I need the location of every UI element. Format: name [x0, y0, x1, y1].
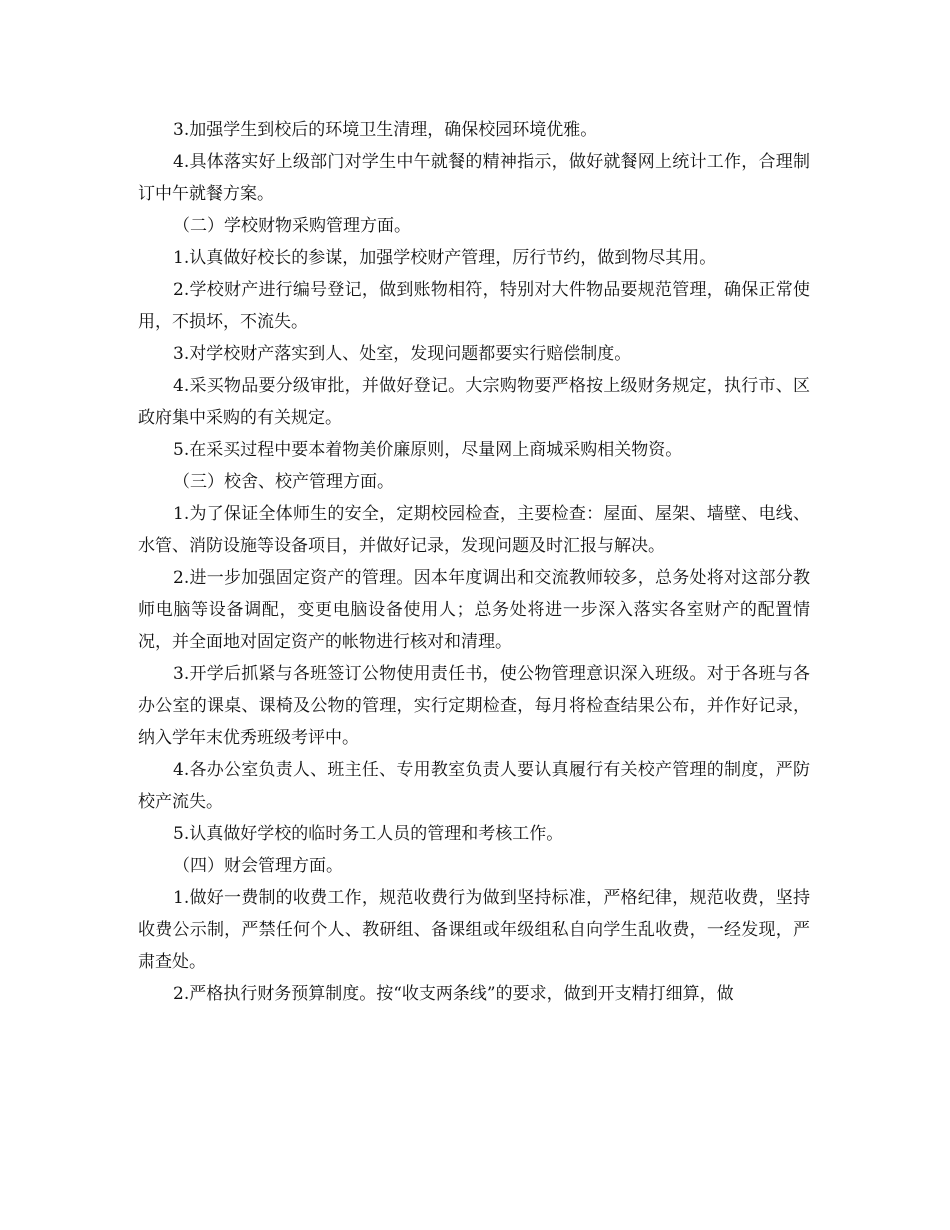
paragraph-procurement-2: 2.学校财产进行编号登记，做到账物相符，特别对大件物品要规范管理，确保正常使用，不损坏，不流失。	[138, 280, 810, 332]
paragraph-finance-2: 2.严格执行财务预算制度。按“收支两条线”的要求，做到开支精打细算，做	[173, 984, 734, 1004]
section-heading-property: （三）校舍、校产管理方面。	[173, 472, 394, 492]
paragraph-property-4: 4.各办公室负责人、班主任、专用教室负责人要认真履行有关校产管理的制度，严防校产流失。	[138, 760, 810, 812]
document-body	[138, 114, 810, 1010]
paragraph-procurement-5: 5.在采买过程中要本着物美价廉原则，尽量网上商城采购相关物资。	[173, 440, 683, 460]
paragraph-property-2: 2.进一步加强固定资产的管理。因本年度调出和交流教师较多，总务处将对这部分教师电脑等设备调配，变更电脑设备使用人；总务处将进一步深入落实各室财产的配置情况，并全面地对固定资产的帐物进行核对和清理。	[138, 568, 810, 652]
paragraph-procurement-3: 3.对学校财产落实到人、处室，发现问题都要实行赔偿制度。	[173, 344, 632, 364]
section-heading-procurement: （二）学校财物采购管理方面。	[173, 216, 411, 236]
paragraph-finance-1: 1.做好一费制的收费工作，规范收费行为做到坚持标准，严格纪律，规范收费，坚持收费公示制，严禁任何个人、教研组、备课组或年级组私自向学生乱收费，一经发现，严肃查处。	[138, 888, 810, 972]
paragraph-lunch-plan: 4.具体落实好上级部门对学生中午就餐的精神指示，做好就餐网上统计工作，合理制订中午就餐方案。	[138, 152, 810, 204]
paragraph-property-5: 5.认真做好学校的临时务工人员的管理和考核工作。	[173, 824, 564, 844]
paragraph-property-3: 3.开学后抓紧与各班签订公物使用责任书，使公物管理意识深入班级。对于各班与各办公室的课桌、课椅及公物的管理，实行定期检查，每月将检查结果公布，并作好记录，纳入学年末优秀班级考评中。	[138, 664, 810, 748]
paragraph-property-1: 1.为了保证全体师生的安全，定期校园检查，主要检查：屋面、屋架、墙壁、电线、水管、消防设施等设备项目，并做好记录，发现问题及时汇报与解决。	[138, 504, 810, 556]
paragraph-procurement-4: 4.采买物品要分级审批，并做好登记。大宗购物要严格按上级财务规定，执行市、区政府集中采购的有关规定。	[138, 376, 810, 428]
paragraph-env-cleaning: 3.加强学生到校后的环境卫生清理，确保校园环境优雅。	[173, 120, 598, 140]
paragraph-procurement-1: 1.认真做好校长的参谋，加强学校财产管理，厉行节约，做到物尽其用。	[173, 248, 717, 268]
section-heading-finance: （四）财会管理方面。	[173, 856, 343, 876]
